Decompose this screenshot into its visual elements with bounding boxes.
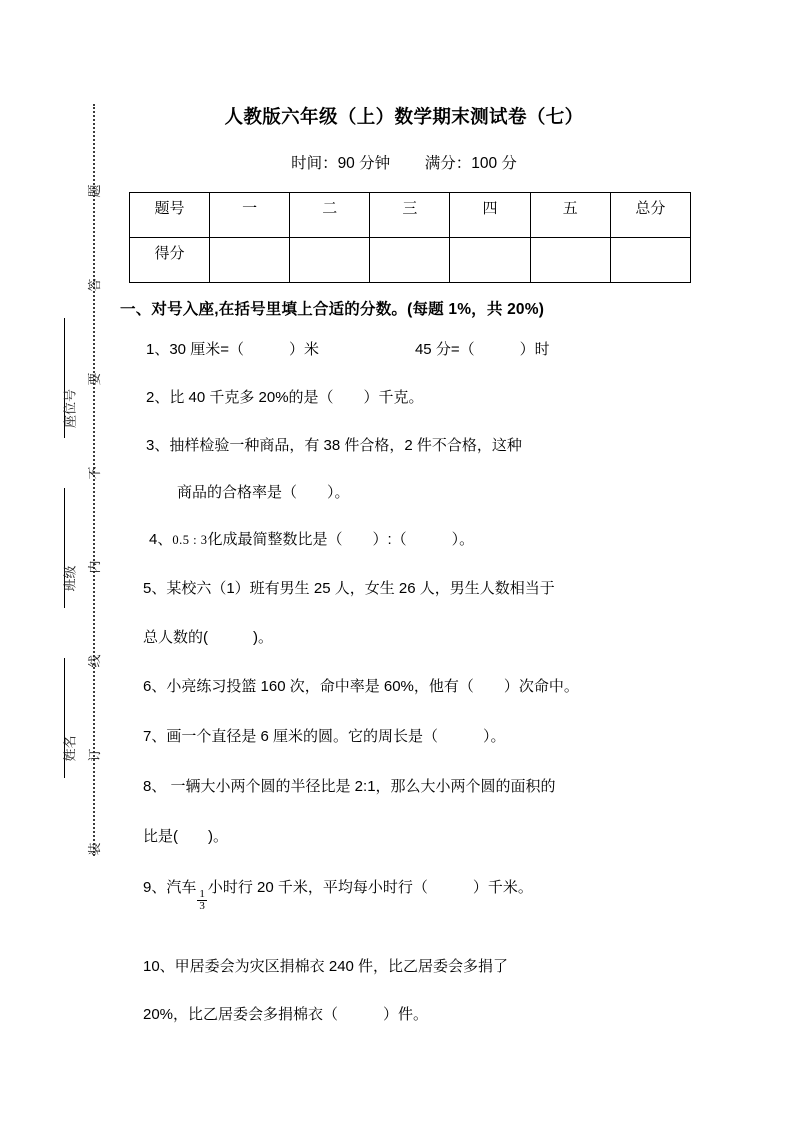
seal-text-char: 答 — [87, 278, 102, 292]
question-item — [118, 438, 690, 502]
score-table-rowhead: 得分 — [130, 238, 210, 283]
score-table-input-cell[interactable] — [530, 238, 610, 283]
question-line — [143, 581, 690, 597]
question-line — [143, 729, 690, 745]
table-row — [130, 193, 691, 238]
score-table-input-cell[interactable] — [370, 238, 450, 283]
question-item — [118, 532, 690, 548]
sections-root — [118, 297, 690, 1023]
score-table-rowhead: 题号 — [130, 193, 210, 238]
question-text: 7、画一个直径是 6 厘米的圆。它的周长是（ ）。 — [143, 728, 506, 745]
score-table-header-cell: 五 — [530, 193, 610, 238]
question-line — [143, 829, 690, 845]
question-text: 1、30 厘米=（ ）米 — [146, 341, 319, 358]
question-line — [146, 438, 690, 454]
question-text: 8、 一辆大小两个圆的半径比是 2:1，那么大小两个圆的面积的 — [143, 777, 556, 795]
score-table-input-cell[interactable] — [610, 238, 690, 283]
question-text: 10、甲居委会为灾区捐棉衣 240 件，比乙居委会多捐了 — [143, 957, 509, 975]
seal-field-label: 姓名 — [62, 735, 78, 762]
section-heading: 一、对号入座,在括号里填上合适的分数。(每题 1%，共 20%) — [120, 301, 545, 318]
question-text: 6、小亮练习投篮 160 次，命中率是 60%，他有（ ）次命中。 — [143, 678, 579, 696]
question-text: 总人数的( )。 — [143, 628, 273, 646]
fraction-denominator: 3 — [199, 900, 205, 913]
question-line — [143, 1007, 690, 1023]
score-table-input-cell[interactable] — [450, 238, 530, 283]
question-text: 化成最简整数比是（ ）:（ ）。 — [207, 531, 475, 548]
score-table-header-cell: 一 — [210, 193, 290, 238]
fraction-numerator: 1 — [199, 887, 205, 900]
score-table-header-cell: 二 — [290, 193, 370, 238]
exam-page-body — [118, 0, 793, 1122]
exam-meta — [118, 129, 690, 173]
question-line — [143, 880, 690, 912]
question-item — [118, 679, 690, 695]
exam-total-label: 满分：100 分 — [424, 155, 517, 172]
score-table-input-cell[interactable] — [210, 238, 290, 283]
question-line — [143, 679, 690, 695]
math-fraction — [197, 889, 207, 913]
exam-time-label: 时间：90 分钟 — [291, 155, 391, 172]
score-table — [129, 192, 691, 283]
question-item — [118, 729, 690, 745]
question-text: 45 分=（ ）时 — [414, 341, 550, 358]
seal-text-char: 不 — [87, 466, 102, 480]
seal-field-label: 班级 — [62, 565, 78, 592]
question-text: 比是( )。 — [143, 827, 228, 845]
table-row — [130, 238, 691, 283]
seal-field-label: 座位号 — [62, 389, 78, 429]
seal-margin — [0, 0, 118, 1122]
question-text: 20%，比乙居委会多捐棉衣（ ）件。 — [143, 1006, 429, 1024]
question-item — [118, 342, 690, 358]
question-text: 9、汽车 — [143, 879, 197, 897]
score-table-header-cell: 四 — [450, 193, 530, 238]
seal-text-char: 线 — [87, 654, 102, 668]
question-item — [118, 779, 690, 845]
question-line — [143, 630, 690, 646]
math-ratio: 0.5 : 3 — [172, 533, 208, 547]
question-item — [118, 390, 690, 406]
seal-text-char: 订 — [87, 748, 102, 762]
question-text: 3、抽样检验一种商品，有 38 件合格，2 件不合格，这种 — [146, 436, 522, 454]
question-line — [143, 779, 690, 795]
question-item — [118, 959, 690, 1024]
question-item — [118, 581, 690, 646]
question-text: 5、某校六（1）班有男生 25 人，女生 26 人，男生人数相当于 — [143, 579, 555, 597]
question-line — [146, 485, 690, 501]
seal-text-char: 要 — [87, 372, 102, 386]
question-text: 商品的合格率是（ ）。 — [177, 484, 350, 502]
question-text: 2、比 40 千克多 20%的是（ ）千克。 — [146, 388, 424, 406]
question-item — [118, 880, 690, 912]
question-text: 小时行 20 千米，平均每小时行（ ）千米。 — [207, 879, 533, 897]
question-line — [146, 342, 690, 358]
score-table-header-cell: 总分 — [610, 193, 690, 238]
score-table-header-cell: 三 — [370, 193, 450, 238]
seal-text-char: 装 — [87, 842, 102, 856]
seal-text-char: 题 — [87, 184, 102, 198]
question-line — [146, 390, 690, 406]
seal-text-char: 内 — [87, 560, 102, 574]
page-title: 人教版六年级（上）数学期末测试卷（七） — [224, 106, 584, 127]
question-text: 4、 — [149, 531, 173, 548]
question-line — [149, 532, 690, 548]
score-table-input-cell[interactable] — [290, 238, 370, 283]
question-line — [143, 959, 690, 975]
